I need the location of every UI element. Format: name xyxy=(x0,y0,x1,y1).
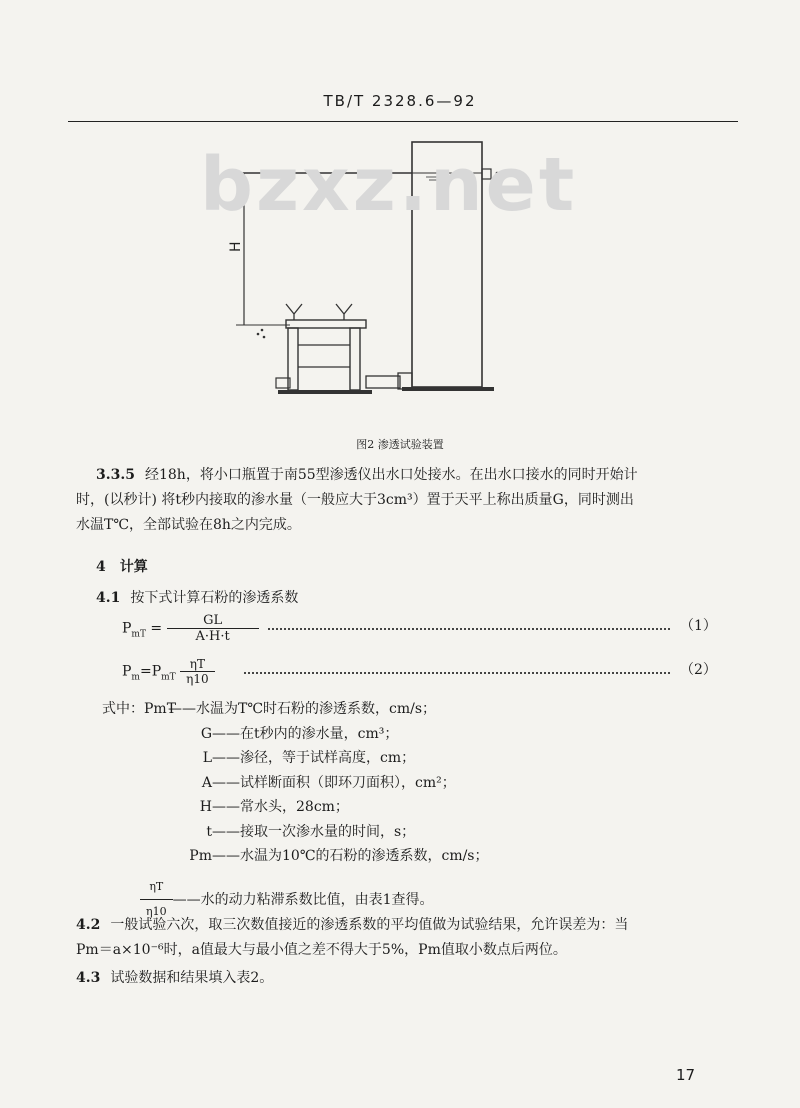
formula-tag: （1） xyxy=(680,618,717,634)
definition-item xyxy=(102,820,489,845)
section-4-heading xyxy=(96,556,148,576)
formula-1 xyxy=(122,613,259,644)
definition-symbol: PmT xyxy=(144,701,177,717)
h-label: H xyxy=(228,241,244,252)
definition-text: ——水温为10℃的石粉的渗透系数，cm/s； xyxy=(212,848,489,864)
formula-eq: = xyxy=(150,620,163,637)
permeameter-top-plate xyxy=(286,320,366,328)
definition-text: ——接取一次渗水量的时间，s； xyxy=(212,823,416,840)
section-text: 试验数据和结果填入表2。 xyxy=(110,970,274,986)
formula-mid: P xyxy=(151,663,162,680)
connection-pipe xyxy=(366,376,400,388)
definition-symbol: H xyxy=(199,799,212,815)
section-number: 4.2 xyxy=(76,917,101,933)
definition-item xyxy=(102,697,489,722)
definition-text: ——水温为T℃时石粉的渗透系数，cm/s； xyxy=(168,701,437,717)
definition-symbol: t xyxy=(206,823,212,840)
stand-base xyxy=(278,390,372,394)
leader-dots xyxy=(268,628,670,630)
tank-base xyxy=(402,387,494,391)
formula-tag: （2） xyxy=(680,662,717,678)
section-3-3-5 xyxy=(76,463,736,538)
section-4-1 xyxy=(96,586,298,611)
definition-text: ——在t秒内的渗水量，cm³； xyxy=(212,725,399,742)
leader-dots xyxy=(244,672,670,674)
wing-nut-left xyxy=(286,304,302,320)
paragraph-line: 时，(以秒计) 将t秒内接取的渗水量（一般应大于3cm³）置于天平上称出质量G，同时测出 xyxy=(76,492,634,508)
symbol-definitions xyxy=(102,697,489,925)
formula-lhs: P xyxy=(122,620,132,637)
formula-2 xyxy=(122,657,215,686)
formula-eq: = xyxy=(139,663,152,680)
fraction-denominator: η10 xyxy=(186,672,209,686)
formula-lhs-sub: mT xyxy=(131,629,146,640)
definition-symbol: G xyxy=(200,725,212,742)
section-title: 计算 xyxy=(119,559,148,575)
paragraph-line: 水温T℃，全部试验在8h之内完成。 xyxy=(76,517,301,533)
section-text: 按下式计算石粉的渗透系数 xyxy=(130,590,299,606)
wing-nut-right xyxy=(336,304,352,320)
paragraph-line: 一般试验六次，取三次数值接近的渗透系数的平均值做为试验结果，允许误差为：当 xyxy=(110,917,629,933)
standard-code-header: TB/T 2328.6—92 xyxy=(323,92,477,110)
definition-text: ——水的动力粘滞系数比值，由表1查得。 xyxy=(172,891,434,908)
watermark: bzxz.net xyxy=(200,142,578,228)
section-4-2 xyxy=(76,913,736,963)
definition-text: ——试样断面积（即环刀面积），cm²； xyxy=(212,774,456,791)
definition-item xyxy=(102,844,489,869)
definition-symbol: Pm xyxy=(189,848,212,864)
formula-fraction xyxy=(167,613,259,644)
figure-caption: 图2 渗透试验装置 xyxy=(356,438,444,451)
page-number: 17 xyxy=(676,1066,696,1084)
formula-lhs-sub: m xyxy=(131,672,140,683)
section-number: 4 xyxy=(96,559,106,575)
definition-symbol: L xyxy=(202,750,212,766)
definitions-intro: 式中： xyxy=(102,701,144,717)
fraction-denominator: η10 xyxy=(146,905,167,918)
fraction-numerator: ηT xyxy=(140,875,173,901)
formula-lhs: P xyxy=(122,663,132,680)
section-number: 4.3 xyxy=(76,970,101,986)
fraction-denominator: A·H·t xyxy=(195,629,230,644)
formula-fraction xyxy=(180,657,214,686)
definition-text: ——常水头，28cm； xyxy=(212,799,349,815)
definition-symbol: A xyxy=(201,774,212,791)
definition-item xyxy=(102,795,489,820)
definition-item xyxy=(102,771,489,796)
section-4-3 xyxy=(76,966,273,991)
fraction-numerator: GL xyxy=(167,613,259,629)
section-number: 4.1 xyxy=(96,590,121,606)
definition-item xyxy=(102,722,489,747)
section-number: 3.3.5 xyxy=(96,467,135,483)
formula-mid-sub: mT xyxy=(161,672,176,683)
definition-item xyxy=(102,746,489,771)
fraction-numerator: ηT xyxy=(180,657,214,672)
paragraph-line: 经18h，将小口瓶置于南55型渗透仪出水口处接水。在出水口接水的同时开始计 xyxy=(144,467,638,483)
definition-text: ——渗径，等于试样高度，cm； xyxy=(212,750,416,766)
paragraph-line: Pm＝a×10⁻⁶时，a值最大与最小值之差不得大于5%，Pm值取小数点后两位。 xyxy=(76,942,567,958)
